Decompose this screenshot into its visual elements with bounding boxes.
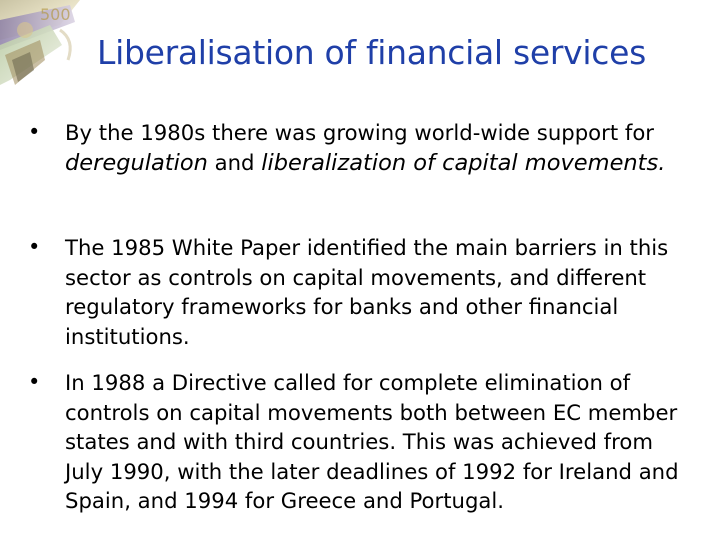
bullet-item xyxy=(28,233,688,351)
bullet-text-part: By the 1980s there was growing world-wide support for xyxy=(65,120,654,145)
bullet-text: The 1985 White Paper identified the main barriers in this sector as controls on capital movements, and different regulatory frameworks for banks and other financial institutions. xyxy=(65,235,669,349)
italic-term-liberalization: liberalization of capital movements xyxy=(261,149,659,176)
bullet-dot: • xyxy=(28,235,41,259)
bullet-item xyxy=(28,118,688,178)
slide-title: Liberalisation of financial services xyxy=(97,33,646,72)
bullet-text-part: and xyxy=(207,149,262,175)
bullet-text xyxy=(65,118,688,178)
corner-banknotes-image xyxy=(0,0,110,95)
svg-text:500: 500 xyxy=(40,5,71,24)
bullet-dot: • xyxy=(28,120,41,144)
euro-banknotes-icon xyxy=(0,0,110,95)
italic-term-deregulation: deregulation xyxy=(65,149,208,176)
bullet-dot: • xyxy=(28,370,41,394)
bullet-item xyxy=(28,368,688,516)
bullet-text-part: . xyxy=(658,149,666,176)
bullet-text: In 1988 a Directive called for complete elimination of controls on capital movements both between EC member states and with third countries. This was achieved from July 1990, with the later deadlines of 1992 for Ireland and Spain, and 1994 for Greece and Portugal. xyxy=(65,370,679,513)
